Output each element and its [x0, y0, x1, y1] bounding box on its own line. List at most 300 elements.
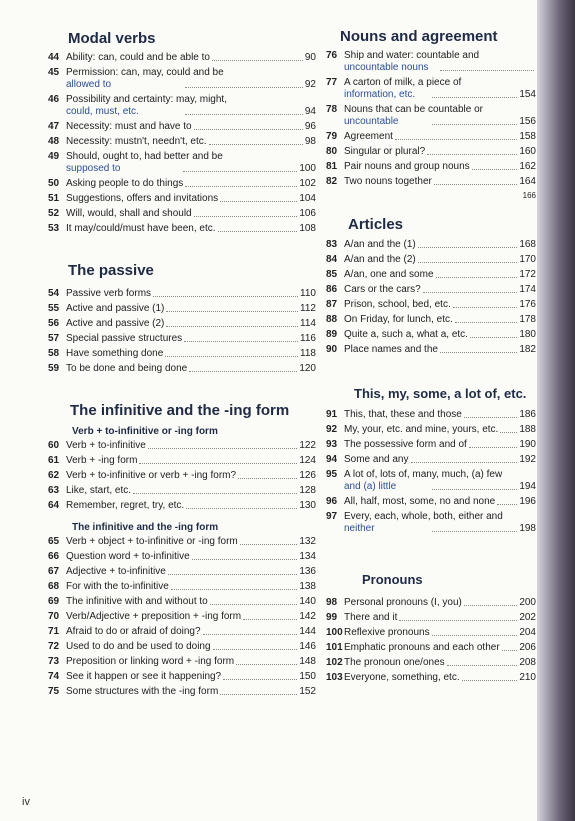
- leader-dots: [453, 307, 518, 308]
- toc-entry: [326, 50, 536, 74]
- leader-dots: [240, 544, 298, 545]
- leader-dots: [423, 292, 518, 293]
- page-number: 156: [519, 116, 536, 127]
- toc-entry: [326, 146, 536, 158]
- unit-number: 76: [326, 50, 338, 61]
- toc-entry: [48, 551, 316, 563]
- page-number: 96: [304, 121, 316, 132]
- unit-number: 97: [326, 511, 338, 522]
- leader-dots: [185, 114, 302, 115]
- unit-title: Place names and the: [344, 344, 438, 355]
- unit-number: 99: [326, 612, 338, 623]
- page-number: 174: [519, 284, 536, 295]
- unit-title: Personal pronouns (I, you): [344, 597, 462, 608]
- leader-dots: [220, 201, 297, 202]
- toc-entry: [326, 284, 536, 296]
- leader-dots: [427, 154, 517, 155]
- unit-title: Should, ought to, had better and be: [66, 151, 223, 162]
- leader-dots: [166, 326, 298, 327]
- leader-dots: [148, 448, 298, 449]
- unit-number: 44: [48, 52, 60, 63]
- page-number: 148: [299, 656, 316, 667]
- unit-number: 63: [48, 485, 60, 496]
- section-heading: Articles: [348, 216, 404, 233]
- unit-number: 96: [326, 496, 338, 507]
- unit-title: Everyone, something, etc.: [344, 672, 460, 683]
- unit-number: 59: [48, 363, 60, 374]
- leader-dots: [220, 694, 297, 695]
- unit-title: A lot of, lots of, many, much, (a) few: [344, 469, 503, 480]
- toc-entry: [48, 626, 316, 638]
- unit-title: Necessity: must and have to: [66, 121, 192, 132]
- unit-title: Cars or the cars?: [344, 284, 421, 295]
- unit-title: Ship and water: countable and: [344, 50, 480, 61]
- unit-title: A/an and the (2): [344, 254, 416, 265]
- leader-dots: [194, 216, 298, 217]
- leader-dots: [213, 649, 298, 650]
- unit-number: 90: [326, 344, 338, 355]
- section-infinitive: [48, 402, 316, 701]
- unit-title: To be done and being done: [66, 363, 188, 374]
- unit-title-continued: uncountable nouns: [344, 62, 429, 73]
- unit-title: Like, start, etc.: [66, 485, 132, 496]
- unit-number: 84: [326, 254, 338, 265]
- unit-number: 45: [48, 67, 60, 78]
- section-heading: This, my, some, a lot of, etc.: [354, 386, 527, 401]
- toc-entry: [48, 348, 316, 360]
- unit-title: Active and passive (2): [66, 318, 165, 329]
- section-passive: [48, 262, 316, 378]
- page-number: 140: [299, 596, 316, 607]
- leader-dots: [184, 341, 298, 342]
- unit-number: 91: [326, 409, 338, 420]
- section-heading: Nouns and agreement: [340, 28, 498, 45]
- unit-title: On Friday, for lunch, etc.: [344, 314, 453, 325]
- toc-entry: [48, 566, 316, 578]
- page-number: 154: [519, 89, 536, 100]
- unit-number: 98: [326, 597, 338, 608]
- toc-entry: [326, 612, 536, 624]
- unit-title: Prison, school, bed, etc.: [344, 299, 451, 310]
- unit-number: 46: [48, 94, 60, 105]
- leader-dots: [440, 352, 517, 353]
- toc-entry: [326, 454, 536, 466]
- leader-dots: [500, 432, 517, 433]
- unit-number: 61: [48, 455, 60, 466]
- page-number: 186: [519, 409, 536, 420]
- unit-title-continued: allowed to: [66, 79, 112, 90]
- toc-entry: [326, 672, 536, 684]
- leader-dots: [502, 650, 518, 651]
- page-number: 90: [304, 52, 316, 63]
- leader-dots: [472, 169, 518, 170]
- unit-title: Two nouns together: [344, 176, 432, 187]
- page-number: 134: [299, 551, 316, 562]
- page-footer-number: iv: [22, 796, 30, 808]
- page-number: 102: [299, 178, 316, 189]
- unit-number: 49: [48, 151, 60, 162]
- page-number: 202: [519, 612, 536, 623]
- toc-entry: [48, 94, 316, 118]
- leader-dots: [238, 478, 297, 479]
- leader-dots: [464, 605, 517, 606]
- unit-title: Verb + to-infinitive or verb + -ing form?: [66, 470, 237, 481]
- toc-entry: [326, 409, 536, 421]
- unit-title: Verb + to-infinitive: [66, 440, 146, 451]
- toc-entry: [326, 424, 536, 436]
- unit-title: Passive verb forms: [66, 288, 152, 299]
- unit-number: 92: [326, 424, 338, 435]
- page-number: 178: [519, 314, 536, 325]
- unit-number: 60: [48, 440, 60, 451]
- leader-dots: [210, 604, 298, 605]
- unit-number: 93: [326, 439, 338, 450]
- toc-entry: [48, 470, 316, 482]
- unit-title: The possessive form and of: [344, 439, 467, 450]
- toc-entry: [48, 363, 316, 375]
- leader-dots: [186, 508, 297, 509]
- page-number: 126: [299, 470, 316, 481]
- page-number: 160: [519, 146, 536, 157]
- section-heading: Modal verbs: [68, 30, 156, 47]
- unit-title: Special passive structures: [66, 333, 183, 344]
- leader-dots: [432, 97, 518, 98]
- page-number: 136: [299, 566, 316, 577]
- toc-entry: [48, 288, 316, 300]
- leader-dots: [212, 60, 303, 61]
- page-number: 138: [299, 581, 316, 592]
- unit-title: My, your, etc. and mine, yours, etc.: [344, 424, 499, 435]
- unit-number: 68: [48, 581, 60, 592]
- page-number: 162: [519, 161, 536, 172]
- page-number: 128: [299, 485, 316, 496]
- unit-title: Adjective + to-infinitive: [66, 566, 166, 577]
- toc-entry: [48, 178, 316, 190]
- page-number: 206: [519, 642, 536, 653]
- leader-dots: [139, 463, 297, 464]
- leader-dots: [243, 619, 297, 620]
- unit-title: Verb/Adjective + preposition + -ing form: [66, 611, 242, 622]
- page-number: 188: [519, 424, 536, 435]
- page-number: 146: [299, 641, 316, 652]
- leader-dots: [432, 489, 518, 490]
- page-gutter-shadow: [537, 0, 575, 821]
- toc-entry: [48, 52, 316, 64]
- page-number: 182: [519, 344, 536, 355]
- leader-dots: [189, 371, 297, 372]
- leader-dots: [418, 247, 518, 248]
- unit-title: This, that, these and those: [344, 409, 462, 420]
- toc-entry: [326, 496, 536, 508]
- toc-entry: [326, 104, 536, 128]
- toc-entry: [326, 511, 536, 535]
- page-number: 104: [299, 193, 316, 204]
- page-number: 176: [519, 299, 536, 310]
- toc-entry: [48, 686, 316, 698]
- page-number: 122: [299, 440, 316, 451]
- unit-number: 74: [48, 671, 60, 682]
- leader-dots: [464, 417, 517, 418]
- section-pronouns: [326, 572, 536, 687]
- unit-number: 100: [326, 627, 343, 638]
- unit-number: 64: [48, 500, 60, 511]
- leader-dots: [469, 447, 517, 448]
- leader-dots: [440, 70, 534, 71]
- toc-entry: [326, 314, 536, 326]
- toc-entry: [48, 151, 316, 175]
- page-number: 180: [519, 329, 536, 340]
- unit-title: The infinitive with and without to: [66, 596, 208, 607]
- toc-entry: [326, 269, 536, 281]
- unit-title: A/an, one and some: [344, 269, 434, 280]
- leader-dots: [192, 559, 298, 560]
- unit-title: Suggestions, offers and invitations: [66, 193, 219, 204]
- unit-number: 79: [326, 131, 338, 142]
- unit-title: Verb + object + to-infinitive or -ing form: [66, 536, 238, 547]
- page-number: 106: [299, 208, 316, 219]
- unit-number: 56: [48, 318, 60, 329]
- unit-number: 54: [48, 288, 60, 299]
- page-number: 132: [299, 536, 316, 547]
- leader-dots: [209, 144, 303, 145]
- unit-number: 85: [326, 269, 338, 280]
- unit-number: 102: [326, 657, 343, 668]
- unit-title: Active and passive (1): [66, 303, 165, 314]
- toc-entry: [326, 299, 536, 311]
- unit-number: 62: [48, 470, 60, 481]
- page-number: 94: [304, 106, 316, 117]
- unit-number: 77: [326, 77, 338, 88]
- leader-dots: [223, 679, 297, 680]
- toc-entry: [48, 67, 316, 91]
- unit-number: 88: [326, 314, 338, 325]
- unit-title-continued: neither: [344, 523, 375, 534]
- toc-entry: [48, 500, 316, 512]
- leader-dots: [133, 493, 297, 494]
- page-number: 204: [519, 627, 536, 638]
- page-number: 196: [519, 496, 536, 507]
- page-number: 130: [299, 500, 316, 511]
- unit-title: Will, would, shall and should: [66, 208, 192, 219]
- unit-number: 55: [48, 303, 60, 314]
- leader-dots: [411, 462, 518, 463]
- leader-dots: [236, 664, 297, 665]
- toc-entry: [48, 455, 316, 467]
- toc-entry: [48, 208, 316, 220]
- toc-entry: [48, 333, 316, 345]
- toc-entry: [48, 193, 316, 205]
- page-number: 172: [519, 269, 536, 280]
- unit-title-continued: could, must, etc.: [66, 106, 139, 117]
- toc-entry: [326, 627, 536, 639]
- unit-title: Verb + -ing form: [66, 455, 138, 466]
- page-number: 192: [519, 454, 536, 465]
- unit-number: 101: [326, 642, 343, 653]
- leader-dots: [183, 171, 298, 172]
- page-number: 144: [299, 626, 316, 637]
- toc-entry: [48, 581, 316, 593]
- unit-title: Pair nouns and group nouns: [344, 161, 470, 172]
- page-number: 150: [299, 671, 316, 682]
- leader-dots: [432, 531, 518, 532]
- unit-title: All, half, most, some, no and none: [344, 496, 496, 507]
- unit-title: Asking people to do things: [66, 178, 184, 189]
- toc-entry: [48, 656, 316, 668]
- toc-entry: [326, 657, 536, 669]
- toc-entry: [48, 641, 316, 653]
- unit-title: A/an and the (1): [344, 239, 416, 250]
- leader-dots: [203, 634, 298, 635]
- page-number: 114: [300, 318, 316, 329]
- toc-entry: [48, 121, 316, 133]
- unit-title-continued: supposed to: [66, 163, 121, 174]
- page-number: 190: [519, 439, 536, 450]
- unit-title: Emphatic pronouns and each other: [344, 642, 500, 653]
- unit-title: Singular or plural?: [344, 146, 426, 157]
- page-number: 164: [519, 176, 536, 187]
- toc-entry: [48, 611, 316, 623]
- leader-dots: [432, 635, 518, 636]
- unit-number: 75: [48, 686, 60, 697]
- toc-entry: [326, 176, 536, 188]
- leader-dots: [436, 277, 518, 278]
- leader-dots: [168, 574, 298, 575]
- unit-number: 65: [48, 536, 60, 547]
- unit-number: 47: [48, 121, 60, 132]
- leader-dots: [171, 589, 297, 590]
- leader-dots: [462, 680, 518, 681]
- leader-dots: [166, 311, 298, 312]
- unit-number: 52: [48, 208, 60, 219]
- unit-number: 72: [48, 641, 60, 652]
- page-number: 210: [519, 672, 536, 683]
- page-number: 112: [300, 303, 316, 314]
- leader-dots: [418, 262, 518, 263]
- toc-entry: [326, 239, 536, 251]
- unit-title: Used to do and be used to doing: [66, 641, 211, 652]
- section-heading: Pronouns: [362, 572, 423, 587]
- unit-number: 71: [48, 626, 60, 637]
- unit-title: Some structures with the -ing form: [66, 686, 219, 697]
- unit-number: 69: [48, 596, 60, 607]
- page-number: 198: [519, 523, 536, 534]
- page-number: 170: [519, 254, 536, 265]
- page-number: 100: [299, 163, 316, 174]
- page-number: 120: [299, 363, 316, 374]
- unit-title: Quite a, such a, what a, etc.: [344, 329, 468, 340]
- unit-title: Every, each, whole, both, either and: [344, 511, 503, 522]
- toc-entry: [326, 254, 536, 266]
- toc-entry: [48, 136, 316, 148]
- unit-title: Agreement: [344, 131, 393, 142]
- unit-title: Reflexive pronouns: [344, 627, 430, 638]
- page-number: 158: [519, 131, 536, 142]
- leader-dots: [194, 129, 303, 130]
- unit-title: Have something done: [66, 348, 164, 359]
- unit-number: 70: [48, 611, 60, 622]
- unit-number: 87: [326, 299, 338, 310]
- unit-number: 66: [48, 551, 60, 562]
- unit-title: Possibility and certainty: may, might,: [66, 94, 227, 105]
- toc-entry: [48, 671, 316, 683]
- page-number: 116: [300, 333, 316, 344]
- leader-dots: [432, 124, 518, 125]
- section-heading: The infinitive and the -ing form: [70, 402, 290, 419]
- toc-entry: [326, 469, 536, 493]
- unit-number: 103: [326, 672, 343, 683]
- toc-entry: [48, 318, 316, 330]
- unit-title: Preposition or linking word + -ing form: [66, 656, 235, 667]
- page-number: 200: [519, 597, 536, 608]
- leader-dots: [185, 87, 302, 88]
- subsection-heading: Verb + to-infinitive or -ing form: [72, 426, 218, 437]
- unit-number: 83: [326, 239, 338, 250]
- unit-title-continued: and (a) little: [344, 481, 397, 492]
- unit-number: 86: [326, 284, 338, 295]
- section-nouns: [326, 28, 536, 200]
- page-number: 98: [304, 136, 316, 147]
- toc-entry: [326, 329, 536, 341]
- toc-entry: [48, 536, 316, 548]
- unit-number: 78: [326, 104, 338, 115]
- page-number: 208: [519, 657, 536, 668]
- leader-dots: [447, 665, 518, 666]
- toc-entry: [326, 77, 536, 101]
- unit-number: 95: [326, 469, 338, 480]
- unit-number: 73: [48, 656, 60, 667]
- unit-number: 80: [326, 146, 338, 157]
- page-number: 142: [299, 611, 316, 622]
- page-number: 194: [519, 481, 536, 492]
- unit-title: Permission: can, may, could and be: [66, 67, 224, 78]
- toc-entry: [326, 642, 536, 654]
- toc-entry: [48, 485, 316, 497]
- unit-number: 48: [48, 136, 60, 147]
- unit-title: There and it: [344, 612, 398, 623]
- unit-title: Ability: can, could and be able to: [66, 52, 210, 63]
- unit-number: 50: [48, 178, 60, 189]
- unit-title: Some and any: [344, 454, 409, 465]
- toc-entry: [48, 440, 316, 452]
- toc-entry: [326, 161, 536, 173]
- leader-dots: [399, 620, 517, 621]
- unit-title: It may/could/must have been, etc.: [66, 223, 216, 234]
- leader-dots: [153, 296, 298, 297]
- page-number: 166: [522, 191, 536, 200]
- toc-entry: [326, 439, 536, 451]
- toc-entry: [326, 344, 536, 356]
- toc-entry: [48, 223, 316, 235]
- page-number: 118: [300, 348, 316, 359]
- toc-entry: [326, 131, 536, 143]
- toc-entry: [326, 597, 536, 609]
- leader-dots: [165, 356, 298, 357]
- toc-entry: [48, 596, 316, 608]
- leader-dots: [185, 186, 297, 187]
- unit-number: 58: [48, 348, 60, 359]
- unit-title: Remember, regret, try, etc.: [66, 500, 185, 511]
- page-number: 152: [299, 686, 316, 697]
- unit-title: See it happen or see it happening?: [66, 671, 222, 682]
- section-modal-verbs: [48, 30, 316, 238]
- page-number: 110: [300, 288, 316, 299]
- unit-title: Nouns that can be countable or: [344, 104, 483, 115]
- leader-dots: [455, 322, 518, 323]
- unit-number: 94: [326, 454, 338, 465]
- leader-dots: [497, 504, 517, 505]
- page-number: 108: [299, 223, 316, 234]
- unit-number: 53: [48, 223, 60, 234]
